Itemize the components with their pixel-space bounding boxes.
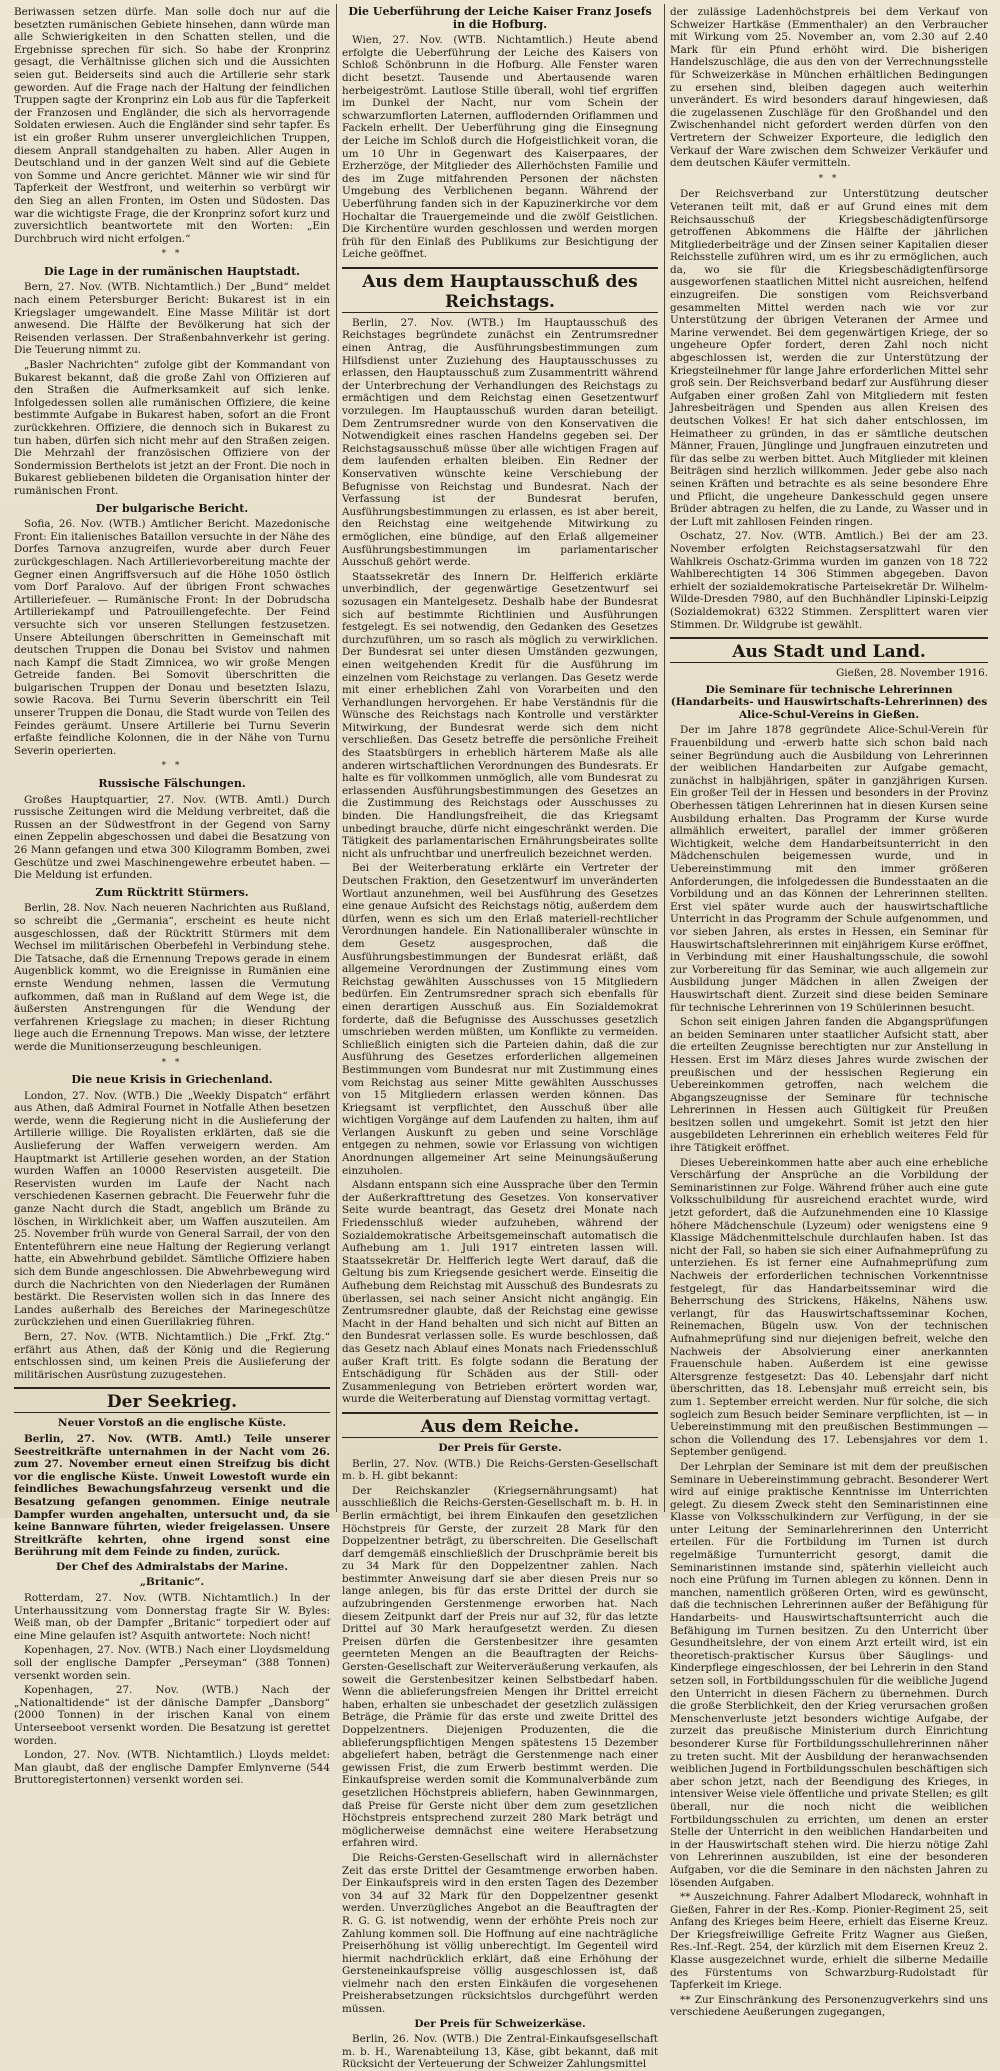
article-paragraph: London, 27. Nov. (WTB.) Die „Weekly Dispatch“ erfährt aus Athen, daß Admiral Fournet in Notfalle Athen besetzen werde, wenn die Regierung nicht in die Auslieferung der Artillerie willige. Die Royalisten erklärten, daß sie die Auslieferung der Waffen verweigern werden. Am Hauptmarkt ist Artillerie gesehen worden, an der Station wurden Waffen an 10000 Reservisten ausgeteilt. Die Reservisten wurden im Laufe der Nacht nach verschiedenen Kasernen gebracht. Die Feuerwehr fuhr die ganze Nacht durch die Stadt, angeblich um Brände zu löschen, in Wirklichkeit aber, um Waffen auszuteilen. Am 25. November früh wurde von General Sarrail, der von den Ententeführern eine neue Haltung der Regierung verlangt hatte, ein Abwehrbund gebildet. Sämtliche Offiziere haben sich dem Bunde angeschlossen. Die Abwehrbewegung wird durch die Nachrichten von den Niederlagen der Rumänen bestärkt. Die Reservisten wollen sich in das Innere des Landes außerhalb des Bereiches der Marinegeschütze zurückziehen und einen Guerillakrieg führen. — [14, 1089, 330, 1329]
article-paragraph: Der Reichskanzler (Kriegsernährungsamt) hat ausschließlich die Reichs-Gersten-Gesellschaft m. b. H. in Berlin ermächtigt, bei ihrem Einkaufen den gesetzlichen Höchstpreis für Gerste, der zurzeit 28 Mark für den Doppelzentner beträgt, zu überschreiten. Die Gesellschaft darf demgemäß einschließlich der Druschprämie bereit bis zu 34 Mark für den Doppelzentner zahlen. Nach bestimmter Anweisung darf sie aber diesen Preis nur so lange anlegen, bis für das erste Drittel der durch sie aufzubringenden Gerstenmenge erworben hat. Nach diesem Zeitpunkt darf der Preis nur auf 32, für das letzte Drittel auf 30 Mark heraufgesetzt werden. Zu diesen Preisen dürfen die Gerstenbesitzer ihre gesamten geernteten Mengen an die Beauftragten der Reichs-Gersten-Gesellschaft zur Weiterveräußerung verkaufen, als soweit die Gerstenbesitzer keinen Selbstbedarf haben. Wenn die ablieferungsfreien Mengen ihr Drittel erreicht haben, erhalten sie unbeschadet der gesetzlich zulässigen Beträge, die Prämie für das erste und zweite Drittel des Doppelzentners. Diejenigen Produzenten, die die ablieferungspflichtigen Mengen spätestens 15 Dezember abgeliefert haben, beträgt die Gerstenmenge nach einer gewissen Frist, die zum Erwerb bestimmt werden. Die Einkaufspreise werden somit die Kommunalverbände zum gesetzlichen Höchstpreis abliefern, haben Gewinnmargen, daß Preise für Gerste nicht über dem zum gesetzlichen Höchstpreis entsprechend zurzeit 280 Mark beträgt und möglicherweise demnächst eine weitere Herabsetzung erfahren wird. — [342, 1484, 658, 1850]
article-paragraph: Dieses Uebereinkommen hatte aber auch eine erhebliche Verschärfung der Ansprüche an die Vorbildung der Seminaristinnen zur Folge. Während früher auch eine gute Volksschulbildung für ausreichend erachtet wurde, wird jetzt gefordert, daß die Aufzunehmenden eine 10 Klassige höhere Mädchenschule (Lyzeum) oder wenigstens eine 9 Klassige Mädchenmittelschule durchlaufen haben. Ist das nicht der Fall, so haben sie sich einer Aufnahmeprüfung zu unterziehen. Es ist ferner eine Aufnahmeprüfung zum Nachweis der erforderlichen technischen Vorkenntnisse festgelegt, für das Handarbeitsseminar wird die Beherrschung des Strickens, Häkelns, Nähens usw. verlangt, für das Hauswirtschaftsseminar Kochen, Reinemachen, Bügeln usw. Von der technischen Aufnahmeprüfung sind nur diejenigen befreit, welche den Nachweis der Absolvierung einer anerkannten Frauenschule haben. Außerdem ist eine gewisse Altersgrenze festgesetzt: Das 40. Lebensjahr darf nicht überschritten, das 18. Lebensjahr muß erreicht sein, bis zum 1. September erreicht werden. Nur für solche, die sich sogleich zum Besuch beider Seminare verpflichten, ist — in Uebereinstimmung mit den preußischen Bestimmungen — schon die Vollendung des 17. Lebensjahres vor dem 1. September genügend. — [670, 1156, 988, 1459]
section-heading: Die Ueberführung der Leiche Kaiser Franz Josefs in die Hofburg. — [348, 5, 652, 31]
column-1 — [14, 6, 330, 1787]
article-paragraph: Berlin, 27. Nov. (WTB. Amtl.) Teile unserer Seestreitkräfte unternahmen in der Nacht vom 26. zum 27. November erneut einen Streifzug bis dicht vor die englische Küste. Unweit Lowestoft wurde ein feindliches Bewachungsfahrzeug versenkt und die Besatzung gefangen genommen. Einige neutrale Dampfer wurden angehalten, untersucht und, da sie keine Bannware führten, wieder freigelassen. Unsere Streitkräfte kehrten, ohne irgend sonst eine Berührung mit dem Feinde zu finden, zurück. — [14, 1432, 330, 1559]
article-subtitle: Die Seminare für technische Lehrerinnen (Handarbeits- und Hauswirtschafts-Lehrerinnen) des Alice-Schul-Vereins in Gießen. — [670, 683, 988, 721]
separator-stars: * * — [161, 1057, 183, 1068]
article-paragraph: Der im Jahre 1878 gegründete Alice-Schul-Verein für Frauenbildung und -erwerb hatte sich schon bald nach seiner Begründung auch die Ausbildung von Lehrerinnen der weiblichen Handarbeiten zur Aufgabe gemacht, zunächst in halbjährigen, später in ganzjährigen Kursen. Ein großer Teil der in Hessen und besonders in der Provinz Oberhessen tätigen Lehrerinnen hat in diesen Kursen seine Ausbildung erhalten. Das Programm der Kurse wurde allmählich erweitert, parallel der immer größeren Wichtigkeit, welche dem Handarbeitsunterricht in den Mädchenschulen beigemessen wurde, und in Uebereinstimmung mit den immer größeren Anforderungen, die infolgedessen die Bundesstaaten an die Vorbildung und an das Können der Lehrerinnen stellten. Erst viel später wurde auch der hauswirtschaftliche Unterricht in das Programm der Schule aufgenommen, und vor sieben Jahren, als erstes in Hessen, ein Seminar für Hauswirtschaftslehrerinnen mit einjährigem Kurse eröffnet, in Verbindung mit einer Haushaltungsschule, die sowohl zur Vorbereitung für das Seminar, wie auch allgemein zur Ausbildung junger Mädchen in allen Zweigen der Hauswirtschaft dient. Zurzeit sind diese beiden Seminare für technische Lehrerinnen von 19 Schülerinnen besucht. — [670, 724, 988, 1014]
article-paragraph: Berlin, 27. Nov. (WTB.) Im Hauptausschuß des Reichstages begründete zunächst ein Zentrumsredner einen Antrag, die Ausführungsbestimmungen zum Hilfsdienst unter Zuziehung des Hauptausschusses zu erlassen, den Hauptausschuß zum Zusammentritt während der Unterbrechung der Verhandlungen des Reichstags zu ermächtigen und dem Reichstag einen Gesetzentwurf vorzulegen. Im Hauptausschuß wurden daran beteiligt. Dem Zentrumsredner wurde von den Konservativen die Notwendigkeit eines raschen Handelns gegeben sei. Der Reichstagsausschuß müsse über alle wichtigen Fragen auf dem laufenden erhalten bleiben. Ein Redner der Konservativen wünschte keine Verschiebung der Befugnisse von Reichstag und Bundesrat. Nach der Verfassung ist der Bundesrat berufen, Ausführungsbestimmungen zu erlassen, es ist aber bereit, den Reichstag eine weitgehende Mitwirkung zu ermöglichen, eine bündige, auf den Erlaß allgemeiner Ausführungsbestimmungen im parlamentarischer Ausschuß gehört werde. — [342, 316, 658, 569]
section-title: Der Seekrieg. — [14, 1387, 330, 1413]
section-title: Aus dem Hauptausschuß des Reichstags. — [342, 267, 658, 313]
article-paragraph: Die Reichs-Gersten-Gesellschaft wird in allernächster Zeit das erste Drittel der Gesamtmenge erworben haben. Der Einkaufspreis wird in den ersten Tagen des Dezember von 34 auf 32 Mark für den Doppelzentner gesenkt werden. Unverzügliches Angebot an die Beauftragten der R. G. G. ist notwendig, wenn der erhöhte Preis noch zur Zahlung kommen soll. Die Hoffnung auf eine nachträgliche Preiserhöhung ist völlig unberechtigt. Im Gegenteil wird hiermit nachdrücklich erklärt, daß eine Erhöhung der Gersteneinkaufspreise völlig ausgeschlossen ist, daß vielmehr nach den ersten Einkäufen die vorgesehenen Preisherabsetzungen rücksichtslos durchgeführt werden müssen. — [342, 1851, 658, 2016]
article-paragraph: London, 27. Nov. (WTB. Nichtamtlich.) Lloyds meldet: Man glaubt, daß der englische Dampfer Emlynverne (544 Bruttoregistertonnen) versenkt worden sei. — [14, 1749, 330, 1787]
column-rule — [336, 4, 337, 1512]
article-subtitle: Der Preis für Schweizerkäse. — [414, 2017, 586, 2030]
article-paragraph: Der Lehrplan der Seminare ist mit dem der preußischen Seminare in Uebereinstimmung gebracht. Besonderer Wert wird auf einige praktische Kenntnisse im Unterrichten gelegt. Zu diesem Zweck steht den Seminaristinnen eine Klasse von Volksschulkindern zur Verfügung, in der sie unter Leitung der Seminarlehrerinnen den Unterricht erteilen. Für die Fortbildung im Turnen ist durch regelmäßige Turnunterricht gesorgt, damit die Seminaristinnen imstande sind, späterhin vielleicht auch noch eine Prüfung im Turnen ablegen zu können. Denn in manchen, namentlich größeren Orten, wird es gewünscht, daß die technischen Lehrerinnen außer der Befähigung für Handarbeits- und Hauswirtschaftsunterricht auch die Befähigung im Turnen besitzen. Zu den Unterricht über Gesundheitslehre, der von einem Arzt erteilt wird, ist ein theoretisch-praktischer Kursus über Säuglings- und Kinderpflege eingeschlossen, der bei Lehrerin in den Stand setzen soll, in Fortbildungsschulen für die weibliche Jugend den Unterricht in diesen Fächern zu übernehmen. Durch die große Sterblichkeit, den der Krieg verursachen großen Menschenverluste jetzt besonders wichtige Aufgabe, der zurzeit das preußische Ministerium durch Einrichtung besonderer Kurse für Fortbildungsschullehrerinnen näher zu treten sucht. Mit der Ausbildung der heranwachsenden weiblichen Jugend in Fortbildungsschulen beschäftigen sich aber schon jetzt, nach der Beendigung des Krieges, in intensiver Weise viele öffentliche und private Stellen; es gilt überall, nur die noch nicht die weiblichen Fortbildungsschulen zu errichten, um denen an erster Stelle der Unterricht in den weiblichen Handarbeiten und in der Hauswirtschaft stehen wird. Die hierzu nötige Zahl von Lehrerinnen auszubilden, ist eine der besonderen Aufgaben, vor die die Seminare in den nächsten Jahren zu lösenden Aufgaben. — [670, 1460, 988, 1889]
article-paragraph: Bern, 27. Nov. (WTB. Nichtamtlich.) Die „Frkf. Ztg.“ erfährt aus Athen, daß der König und die Regierung entschlossen sind, um keinen Preis die Auslieferung der militärischen Ausrüstung zuzugestehen. — [14, 1330, 330, 1381]
article-paragraph: Beriwassen setzen dürfe. Man solle doch nur auf die besetzten rumänischen Gebiete hinsehen, dann würde man alle Schwierigkeiten in den Schatten stellen, und die Ergebnisse sprechen für sich. So habe der Kronprinz gesagt, die Verhältnisse glichen sich und die Aussichten seien gut. Beiderseits sind auch die Artillerie sehr stark geworden. Auf die Frage nach der Haltung der feindlichen Truppen sagte der Kronprinz ein Lob aus für die Tapferkeit der Franzosen und Engländer, die sich als hervorragende Soldaten erwiesen. Auch die Engländer sind sehr tapfer. Es ist ein großer Ruhm unserer unvergleichlichen Truppen, diesem Anprall standgehalten zu haben. Aller Augen in Deutschland und in der ganzen Welt sind auf die Gebiete von Somme und Ancre gerichtet. Männer wie wir sind für Tapferkeit der Westfront, und weiterhin so verbürgt wir den Sieg an allen Fronten, im Osten und Südosten. Das war die wichtigste Frage, die der Kronprinz sofort kurz und zuversichtlich beantwortete mit den Worten: „Ein Durchbruch wird nicht erfolgen.“ — [14, 6, 330, 245]
article-paragraph: Sofia, 26. Nov. (WTB.) Amtlicher Bericht. Mazedonische Front: Ein italienisches Bataillon versuchte in der Nähe des Dorfes Tarnova anzugreifen, wurde aber durch Feuer zurückgeschlagen. Nach Artillerievorbereitung machte der Gegner einen Angriffsversuch auf die Höhe 1050 östlich vom Dorf Paralovo. Auf der übrigen Front schwaches Artilleriefeuer. — Rumänische Front: In der Dobrudscha Artilleriekampf und Patrouillengefechte. Der Feind versuchte sich vor unseren Stellungen festzusetzen. Unsere Abteilungen überschritten in Gemeinschaft mit deutschen Truppen die Donau bei Svistov und nahmen nach Kampf die Stadt Zimnicea, wo wir große Mengen Getreide fanden. Bei Somovit überschritten die bulgarischen Truppen der Donau und besetzten Islazu, sowie Racova. Bei Turnu Severin überschritt ein Teil unserer Truppen die Donau, die Stadt wurde von Teilen des Feindes geräumt. Unsere Artillerie bei Turnu Severin erfaßte feindliche Kolonnen, die in der Nähe von Turnu Severin operierten. — [14, 518, 330, 757]
article-paragraph: Bei der Weiterberatung erklärte ein Vertreter der Deutschen Fraktion, den Gesetzentwurf im unveränderten Wortlaut anzunehmen, weil bei Ausführung des Gesetzes eine genaue Aufsicht des Reichstags nötig, außerdem dem dürfen, wenn es sich um den Erlaß materiell-rechtlicher Verordnungen handele. Ein Nationalliberaler wünschte in dem Gesetz ausgesprochen, daß die Ausführungsbestimmungen der Bundesrat erläßt, daß allgemeine Verordnungen der Zustimmung eines vom Reichstag gewählten Ausschusses von 15 Mitgliedern bedürfen. Ein Zentrumsredner sprach sich ebenfalls für einen derartigen Ausschuß aus. Ein Sozialdemokrat forderte, daß die Befugnisse des Ausschusses gesetzlich umschrieben werden müßten, um Konflikte zu vermeiden. Schließlich einigten sich die Parteien dahin, daß die zur Ausführung des Gesetzes erforderlichen allgemeinen Bestimmungen vom Bundesrat nur mit Zustimmung eines vom Reichstag aus seiner Mitte gewählten Ausschusses von 15 Mitgliedern erlassen werden können. Das Kriegsamt ist verpflichtet, den Ausschuß über alle wichtigen Vorgänge auf dem Laufenden zu halten, ihm auf Verlangen Auskunft zu geben und seine Vorschläge entgegen zu nehmen, sowie vor Erlassung von wichtigen Anordnungen allgemeiner Art seine Meinungsäußerung einzuholen. — [342, 862, 658, 1177]
article-subtitle: „Britanic“. — [139, 1576, 205, 1589]
article-paragraph: Berlin, 26. Nov. (WTB.) Die Zentral-Einkaufsgesellschaft m. b. H., Warenabteilung 13, Käse, gibt bekannt, daß mit Rücksicht der Verteuerung der Schweizer Zahlungsmittel — [342, 2033, 658, 2071]
column-2 — [342, 5, 658, 2071]
article-subtitle: Der Preis für Gerste. — [438, 1441, 562, 1454]
article-paragraph: der zulässige Ladenhöchstpreis bei dem Verkauf von Schweizer Hartkäse (Emmenthaler) an den Verbraucher mit Wirkung vom 25. November an, vom 2.30 auf 2.40 Mark für ein Pfund erhöht wird. Die bisherigen Handelszuschläge, die aus den von der Verrechnungsstelle für Schweizerkäse in München erhältlichen Bedingungen zu ersehen sind, bleiben dagegen auch weiterhin unverändert. Es wird besonders darauf hingewiesen, daß die zugelassenen Zuschläge für den Großhandel und den Zwischenhandel nicht gefordert werden dürfen von den Vertretern der Schweizer Exporteure, die lediglich den Verkauf der Ware zwischen dem Schweizer Verkäufer und dem deutschen Käufer vermitteln. — [670, 6, 988, 170]
separator-stars: * * — [161, 249, 183, 260]
section-heading: Die neue Krisis in Griechenland. — [71, 1073, 273, 1087]
article-paragraph: Alsdann entspann sich eine Aussprache über den Termin der Außerkrafttretung des Gesetzes. Von konservativer Seite wurde beantragt, das Gesetz drei Monate nach Friedensschluß wieder aufzuheben, während der Sozialdemokratische Arbeitsgemeinschaft automatisch die Aufhebung am 1. Juli 1917 eintreten lassen will. Staatssekretär Dr. Helfferich legte Wert darauf, daß die Geltung bis zum Kriegsende gesichert werde. Einseitig die Aufhebung dem Reichstag mit Ausschuß des Bundesrats zu überlassen, sei nach seiner Ansicht nicht angängig. Ein Zentrumsredner glaubte, daß der Reichstag eine gewisse Macht in der Hand behalten und sich nicht auf Bitten an den Bundesrat verlassen solle. Es wurde beschlossen, daß das Gesetz nach Ablauf eines Monats nach Friedensschluß außer Kraft tritt. Es folgte sodann die Beratung der Entschädigung für Schäden aus der Still- oder Zusammenlegung von Betrieben erörtert worden war, wurde die Weiterberatung auf Dienstag vormittag vertagt. — [342, 1179, 658, 1406]
article-paragraph: Wien, 27. Nov. (WTB. Nichtamtlich.) Heute abend erfolgte die Ueberführung der Leiche des Kaisers von Schloß Schönbrunn in die Hofburg. Alle Fenster waren dicht besetzt. Tausende und Abertausende waren herbeigeströmt. Lautlose Stille überall, wohl tief ergriffen im Dunkel der Nacht, nur vom Schein der schwarzumflorten Laternen, aufflodernden Oriflammen und Fackeln erhellt. Der Ueberführung ging die Einsegnung der Leiche im Schloß durch die Hofgeistlichkeit voran, die um 10 Uhr in Gegenwart des Kaiserpaares, der Erzherzöge, der Mitglieder des Allerhöchsten Familie und des im Zuge mitfahrenden Personen der nächsten Umgebung des Verblichenen begann. Während der Ueberführung fanden sich in der Kapuzinerkirche vor dem Hochaltar die Trauergemeinde und die zwölf Geistlichen. Die Kirchentüre wurden geschlossen und werden morgen früh für den Einlaß des Publikums zur Besichtigung der Leiche geöffnet. — [342, 34, 658, 261]
article-paragraph: „Basler Nachrichten“ zufolge gibt der Kommandant von Bukarest bekannt, daß die große Zahl von Offizieren auf den Straßen die Aufmerksamkeit auf sich lenke. Infolgedessen sollen alle rumänischen Offiziere, die keine bestimmte Aufgabe in Bukarest haben, sofort an die Front zurückkehren. Offiziere, die dennoch sich in Bukarest zu tun haben, dürfen sich nicht mehr auf den Straßen zeigen. Die Mehrzahl der französischen Offiziere von der Sondermission Berthelots ist jetzt an der Front. Die noch in Bukarest gebliebenen bildeten die Organisation hinter der rumänischen Front. — [14, 359, 330, 497]
column-3 — [670, 6, 988, 2019]
dateline: Gießen, 28. November 1916. — [835, 667, 988, 680]
article-paragraph: Staatssekretär des Innern Dr. Helfferich erklärte unverbindlich, der gegenwärtige Gesetzentwurf sei sozusagen ein Mantelgesetz. Deshalb habe der Bundesrat sich auf bestimmte Richtlinien und Ausführungen festgelegt. Es sei notwendig, den Gedanken des Gesetzes durchzuführen, um so rasch als möglich zu verwirklichen. Der Bundesrat sei unter diesen Umständen gezwungen, einen weitgehenden Kredit für die Ausführung im einzelnen vom Reichstage zu verlangen. Das Gesetz werde mit einer erheblichen Zahl von Vorarbeiten und den Verhandlungen hervorgehen. Er habe Verständnis für die Wünsche des Reichstags nach Kontrolle und verstärkter Mitwirkung, der Bundesrat werde sich dem nicht verschließen. Das Gesetz betreffe die persönliche Freiheit des Staatsbürgers in erheblich härterem Maße als alle anderen wirtschaftlichen Verordnungen des Bundesrats. Er halte es für vollkommen unmöglich, alle vom Bundesrat zu erlassenden Ausführungsbestimmungen des Gesetzes an die Zustimmung des Reichstags oder Ausschusses zu binden. Die Handlungsfreiheit, die das Kriegsamt unbedingt brauche, dürfe nicht eingeschränkt werden. Die Tätigkeit des parlamentarischen Ernährungsbeirates sollte nicht als unfruchtbar und unerfreulich bezeichnet werden. — [342, 570, 658, 860]
section-heading: Russische Fälschungen. — [98, 777, 246, 791]
article-paragraph: Großes Hauptquartier, 27. Nov. (WTB. Amtl.) Durch russische Zeitungen wird die Meldung verbreitet, daß die Russen an der Südwestfront in der Gegend von Sarny einen Zeppelin abgeschossen und dabei die Besatzung von 26 Mann gefangen und etwa 300 Kilogramm Bomben, zwei Geschütze und zwei Maschinengewehre erbeutet haben. — Die Meldung ist erfunden. — [14, 793, 330, 882]
article-paragraph: Kopenhagen, 27. Nov. (WTB.) Nach der „Nationaltidende“ ist der dänische Dampfer „Dansborg“ (2000 Tonnen) in der irischen Kanal von einem Unterseeboot versenkt worden. Die Besatzung ist gerettet worden. — [14, 1684, 330, 1747]
article-paragraph: Kopenhagen, 27. Nov. (WTB.) Nach einer Lloydsmeldung soll der englische Dampfer „Perseyman“ (388 Tonnen) versenkt worden sein. — [14, 1644, 330, 1682]
article-subtitle: Neuer Vorstoß an die englische Küste. — [57, 1417, 287, 1430]
section-title: Aus dem Reiche. — [342, 1412, 658, 1438]
article-paragraph: ** Zur Einschränkung des Personenzugverkehrs sind uns verschiedene Aeußerungen zugegangen, — [670, 1993, 988, 2019]
column-rule — [664, 4, 665, 1512]
article-paragraph: Oschatz, 27. Nov. (WTB. Amtlich.) Bei der am 23. November erfolgten Reichstagsersatzwahl für den Wahlkreis Oschatz-Grimma wurden im ganzen von 18 722 Wahlberechtigten 14 306 Stimmen abgegeben. Davon erhielt der sozialdemokratische Parteisekretär Dr. Wilhelm-Wilde-Dresden 7980, auf den Buchhändler Lipinski-Leipzig (Sozialdemokrat) 6322 Stimmen. Zersplittert waren vier Stimmen. Dr. Wildgrube ist gewählt. — [670, 530, 988, 631]
article-paragraph: Bern, 27. Nov. (WTB. Nichtamtlich.) Der „Bund“ meldet nach einem Petersburger Bericht: Bukarest ist in ein Kriegslager umgewandelt. Eine Masse Militär ist dort anwesend. Die Hälfte der Bevölkerung hat sich der Reisenden verlassen. Der Straßenbahnverkehr ist gering. Die Teuerung nimmt zu. — [14, 281, 330, 357]
separator-stars: * * — [161, 761, 183, 772]
article-signature: Der Chef des Admiralstabs der Marine. — [56, 1560, 288, 1573]
section-title: Aus Stadt und Land. — [670, 637, 988, 663]
article-paragraph: Berlin, 27. Nov. (WTB.) Die Reichs-Gersten-Gesellschaft m. b. H. gibt bekannt: — [342, 1457, 658, 1483]
article-paragraph: Berlin, 28. Nov. Nach neueren Nachrichten aus Rußland, so schreibt die „Germania“, erscheint es heute nicht ausgeschlossen, daß der Rücktritt Stürmers mit dem Wechsel im militärischen Oberbefehl in Verbindung stehe. Die Tatsache, daß die Ernennung Trepows gerade in einem Augenblick kommt, wo die Ereignisse in Rumänien eine ernste Wendung nehmen, lassen die Vermutung aufkommen, daß man in Rußland auf dem Wege ist, die äußersten Anstrengungen für die Wendung der verfahrenen Kriegslage zu machen; in dieser Richtung liege auch die Ernennung Trepows. Man wisse, der letztere werde die Munitionserzeugung beschleunigen. — [14, 902, 330, 1053]
article-paragraph: ** Auszeichnung. Fahrer Adalbert Mlodareck, wohnhaft in Gießen, Fahrer in der Res.-Komp. Pionier-Regiment 25, seit Anfang des Krieges beim Heere, erhielt das Eiserne Kreuz. Der Kriegsfreiwillige Gefreite Fritz Wagner aus Gießen, Res.-Inf.-Regt. 254, der kürzlich mit dem Eisernen Kreuz 2. Klasse ausgezeichnet wurde, erhielt die silberne Medaille des Fürstentums von Schwarzburg-Rudolstadt für Tapferkeit im Kriege. — [670, 1891, 988, 1992]
article-paragraph: Rotterdam, 27. Nov. (WTB. Nichtamtlich.) In der Unterhaussitzung vom Donnerstag fragte Sir W. Byles: Weiß man, ob der Dampfer „Britanic“ torpediert oder auf eine Mine gelaufen ist? Asquith antwortete: Noch nicht! — [14, 1592, 330, 1642]
separator-stars: * * — [818, 173, 840, 184]
article-paragraph: Der Reichsverband zur Unterstützung deutscher Veteranen teilt mit, daß er auf Grund eines mit dem Reichsausschuß der Kriegsbeschädigtenfürsorge getroffenen Abkommens die Hälfte der jährlichen Mitgliederbeiträge und der Zinsen seiner Kapitalien dieser Reichsstelle zuführen wird, um es ihr zu ermöglichen, auch da, wo sie für die Kriegsbeschädigtenfürsorge ausgeworfenen staatlichen Mittel nicht ausreichen, helfend einzugreifen. Die sonstigen vom Reichsverband gesammelten Mittel werden nach wie vor zur Unterstützung der übrigen Veteranen der Armee und Marine verwendet. Bei dem gegenwärtigen Kriege, der so ungeheure Opfer fordert, deren Zahl noch nicht abgeschlossen ist, werden die zur Unterstützung der Kriegsteilnehmer für lange Jahre erforderlichen Mittel sehr groß sein. Der Reichsverband bedarf zur Ausführung dieser Aufgaben einer großen Zahl von Mitgliedern mit festen Jahresbeiträgen und Spenden aus allen Kreisen des deutschen Volkes! Er hat sich daher entschlossen, im Heimatheer zu gründen, in das er sämtliche deutschen Männer, Frauen, Jünglinge und Jungfrauen einzutreten und für das selbe zu werben bittet. Auch Mitglieder mit kleinen Beiträgen sind herzlich willkommen. Jeder gebe also nach seinen Kräften und betrachte es als seine besondere Ehre und Pflicht, die ungeheure Dankesschuld gegen unsere Brüder abtragen zu helfen, die zu Lande, zu Wasser und in der Luft mit zahllosen Feinden ringen. — [670, 188, 988, 528]
section-heading: Der bulgarische Bericht. — [95, 501, 249, 515]
article-paragraph: Schon seit einigen Jahren fanden die Abgangsprüfungen an beiden Seminaren unter staatlicher Aufsicht statt, aber die erteilten Zeugnisse berechtigten nur zur Anstellung in Hessen. Erst im März dieses Jahres wurde zwischen der preußischen und der hessischen Regierung ein Uebereinkommen getroffen, nach welchem die Abgangszeugnisse der Seminare für technische Lehrerinnen in Hessen auch Gültigkeit für Preußen besitzen sollen und umgekehrt. Somit ist jetzt den hier ausgebildeten Lehrerinnen ein erheblich weiteres Feld für ihre Tätigkeit eröffnet. — [670, 1016, 988, 1155]
section-heading: Die Lage in der rumänischen Hauptstadt. — [44, 264, 300, 278]
section-heading: Zum Rücktritt Stürmers. — [95, 885, 249, 899]
